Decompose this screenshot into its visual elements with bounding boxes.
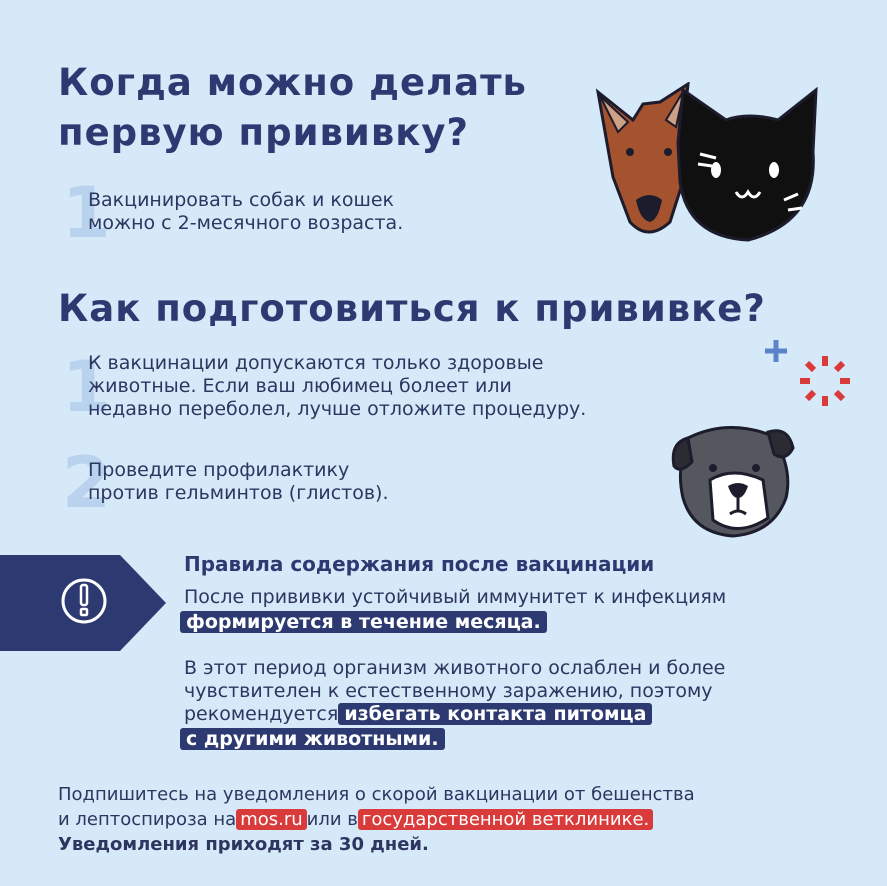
decor bbox=[760, 336, 860, 416]
highlight: избегать контакта питомца bbox=[338, 703, 652, 725]
highlight: формируется в течение месяца. bbox=[180, 611, 547, 633]
cat-icon bbox=[678, 90, 816, 240]
rules-paragraph-2: В этот период организм животного ослаблен и более чувствителен к естественному заражению, поэтому рекомендуется избегать контакта питомца с другими животными. bbox=[184, 657, 725, 751]
highlight: с другими животными. bbox=[180, 728, 445, 750]
alert-banner bbox=[0, 555, 166, 651]
step-number: 1 bbox=[62, 172, 111, 254]
step-text: К вакцинации допускаются только здоровые животные. Если ваш любимец болеет или недавно переболел, лучше отложите процедуру. bbox=[88, 352, 587, 420]
step-number: 1 bbox=[62, 346, 111, 428]
step-text: Проведите профилактику против гельминтов (глистов). bbox=[88, 459, 389, 504]
footer-text: Подпишитесь на уведомления о скорой вакцинации от бешенства и лептоспироза на mos.ru или в государственной ветклинике. Уведомления приходят за 30 дней. bbox=[58, 784, 695, 855]
heading-how: Как подготовиться к прививке? bbox=[58, 287, 766, 330]
heading-when: Когда можно делать первую прививку? bbox=[58, 61, 527, 154]
dog-cat-illustration bbox=[588, 82, 823, 247]
step-text: Вакцинировать собак и кошек можно с 2-месячного возраста. bbox=[88, 189, 404, 234]
step-number: 2 bbox=[62, 442, 111, 524]
rules-title: Правила содержания после вакцинации bbox=[184, 552, 655, 576]
plus-icon bbox=[765, 340, 787, 362]
vet-clinic-link[interactable]: государственной ветклинике. bbox=[358, 809, 653, 830]
dog-icon bbox=[598, 84, 688, 232]
sparkle-icon bbox=[800, 356, 850, 406]
mos-ru-link[interactable]: mos.ru bbox=[236, 809, 306, 830]
rules-paragraph-1: После прививки устойчивый иммунитет к инфекциям формируется в течение месяца. bbox=[184, 586, 726, 634]
pug-icon bbox=[668, 418, 798, 543]
